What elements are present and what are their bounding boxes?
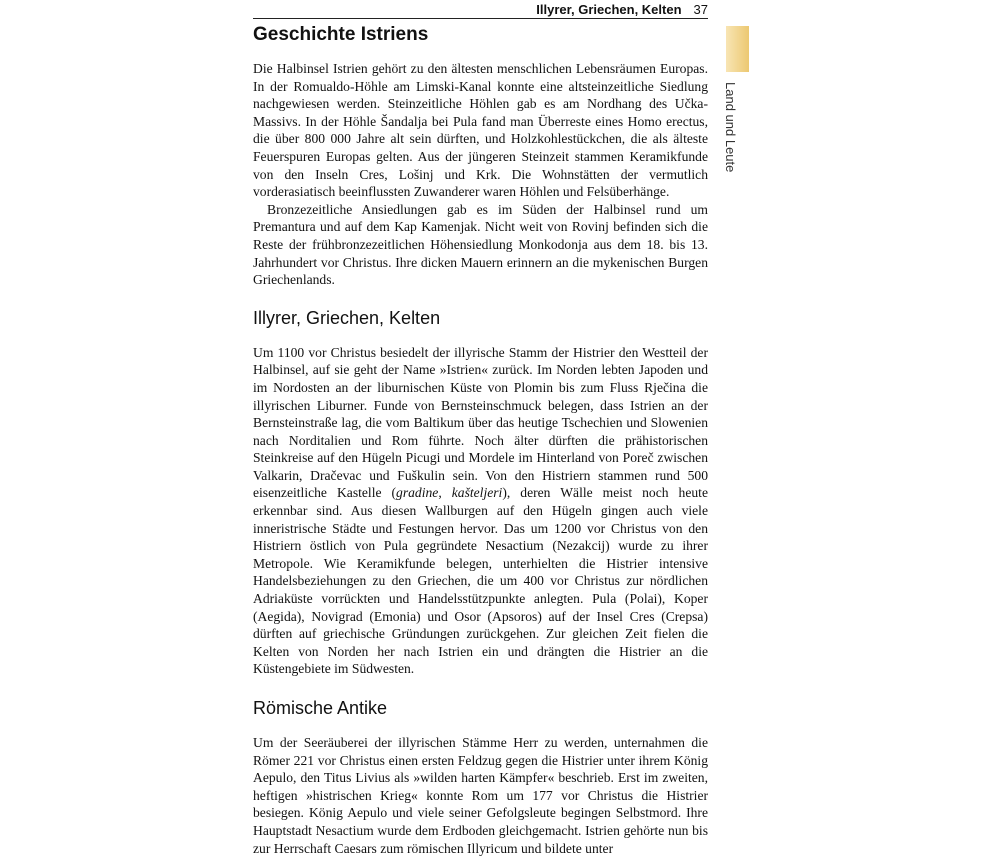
section-illyrer-griechen-kelten (253, 306, 708, 678)
chapter-tab-label: Land und Leute (723, 82, 738, 173)
section-geschichte-istriens (253, 22, 708, 289)
paragraph: Bronzezeitliche Ansiedlungen gab es im Süden der Halbinsel rund um Premantura und auf dem Kap Kamenjak. Nicht weit von Rovinj befinden sich die Reste der frühbronzezeitlichen Höhensiedlung Monkodonja aus dem 18. bis 13. Jahrhundert vor Christus. Ihre dicken Mauern erinnern an die mykenischen Burgen Griechenlands. (253, 201, 708, 288)
page-content (253, 18, 708, 857)
paragraph-text: , (438, 485, 452, 501)
italic-term: gradine (396, 485, 439, 501)
section-heading: Geschichte Istriens (253, 24, 429, 45)
chapter-tab-marker (726, 26, 749, 72)
paragraph: Die Halbinsel Istrien gehört zu den ältesten menschlichen Lebensräumen Europas. In der Romualdo-Höhle am Limski-Kanal konnte eine altsteinzeitliche Siedlung nachgewiesen werden. Steinzeitliche Höhlen gab es am Nordhang des Učka-Massivs. In der Höhle Šandalja bei Pula fand man Überreste eines Homo erectus, die über 800 000 Jahre alt sein dürften, und Holzkohlestückchen, die als älteste Feuerspuren Europas gelten. Aus der jüngeren Steinzeit stammen Keramikfunde von den Inseln Cres, Lošinj und Krk. Die Wohnstätten der vermutlich vorderasiatisch beeinflussten Zuwanderer waren Höhlen und Felsüberhänge. (253, 61, 708, 200)
paragraph: Um der Seeräuberei der illyrischen Stämme Herr zu werden, unternahmen die Römer 221 vor Christus einen ersten Feldzug gegen die Histrier unter ihrem König Aepulo, den Titus Livius als »wilden harten Kämpfer« beschrieb. Erst im zweiten, heftigen »histrischen Krieg« konnte Rom um 177 vor Christus die Histrier besiegen. König Aepulo und viele seiner Gefolgsleute begingen Selbstmord. Ihre Hauptstadt Nesactium wurde dem Erdboden gleichgemacht. Istrien gehörte nun bis zur Herrschaft Caesars zum römischen Illyricum und bildete unter (253, 735, 708, 856)
running-header-title: Illyrer, Griechen, Kelten (536, 2, 682, 17)
section-heading: Illyrer, Griechen, Kelten (253, 307, 441, 328)
paragraph-text: Um 1100 vor Christus besiedelt der illyrische Stamm der Histrier den Westteil der Halbinsel, auf sie geht der Name »Istrien« zurück. Im Norden lebten Japoden und im Nordosten an der liburnischen Küste von Plomin bis zum Fluss Rječina die illyrischen Liburner. Funde von Bernsteinschmuck belegen, dass Istrien an der Bernsteinstraße lag, die vom Baltikum über das heutige Tschechien und Slowenien nach Norditalien und Rom führte. Noch älter dürften die prähistorischen Steinkreise auf den Hügeln Picugi und Mordele im Hinterland von Poreč zwischen Valkarin, Dračevac und Fuškulin sein. Von den Histriern stammen rund 500 eisenzeitliche Kastelle ( (253, 344, 708, 501)
running-header (253, 3, 708, 19)
section-heading: Römische Antike (253, 698, 388, 718)
page-number: 37 (693, 2, 708, 17)
paragraph (253, 344, 708, 678)
italic-term: kašteljeri (451, 485, 503, 501)
section-roemische-antike (253, 696, 708, 857)
paragraph-text: ), deren Wälle meist noch heute erkennbar sind. Aus diesen Wallburgen auf den Hügeln gingen auch viele inneristrische Städte und Festungen hervor. Das um 1200 vor Christus von den Histriern östlich von Pula gegründete Nesactium (Nezakcij) wurde zu ihrer Metropole. Wie Keramikfunde belegen, unterhielten die Histrier intensive Handelsbeziehungen zu den Griechen, die um 400 vor Christus zur nördlichen Adriaküste vorrückten und Handelsstützpunkte anlegten. Pula (Polai), Koper (Aegida), Novigrad (Emonia) und Osor (Apsoros) auf der Insel Cres (Crepsa) dürften auf griechische Gründungen zurückgehen. Zur gleichen Zeit fielen die Kelten von Norden her nach Istrien ein und drängten die Histrier an die Küstengebiete im Südwesten. (253, 485, 708, 677)
